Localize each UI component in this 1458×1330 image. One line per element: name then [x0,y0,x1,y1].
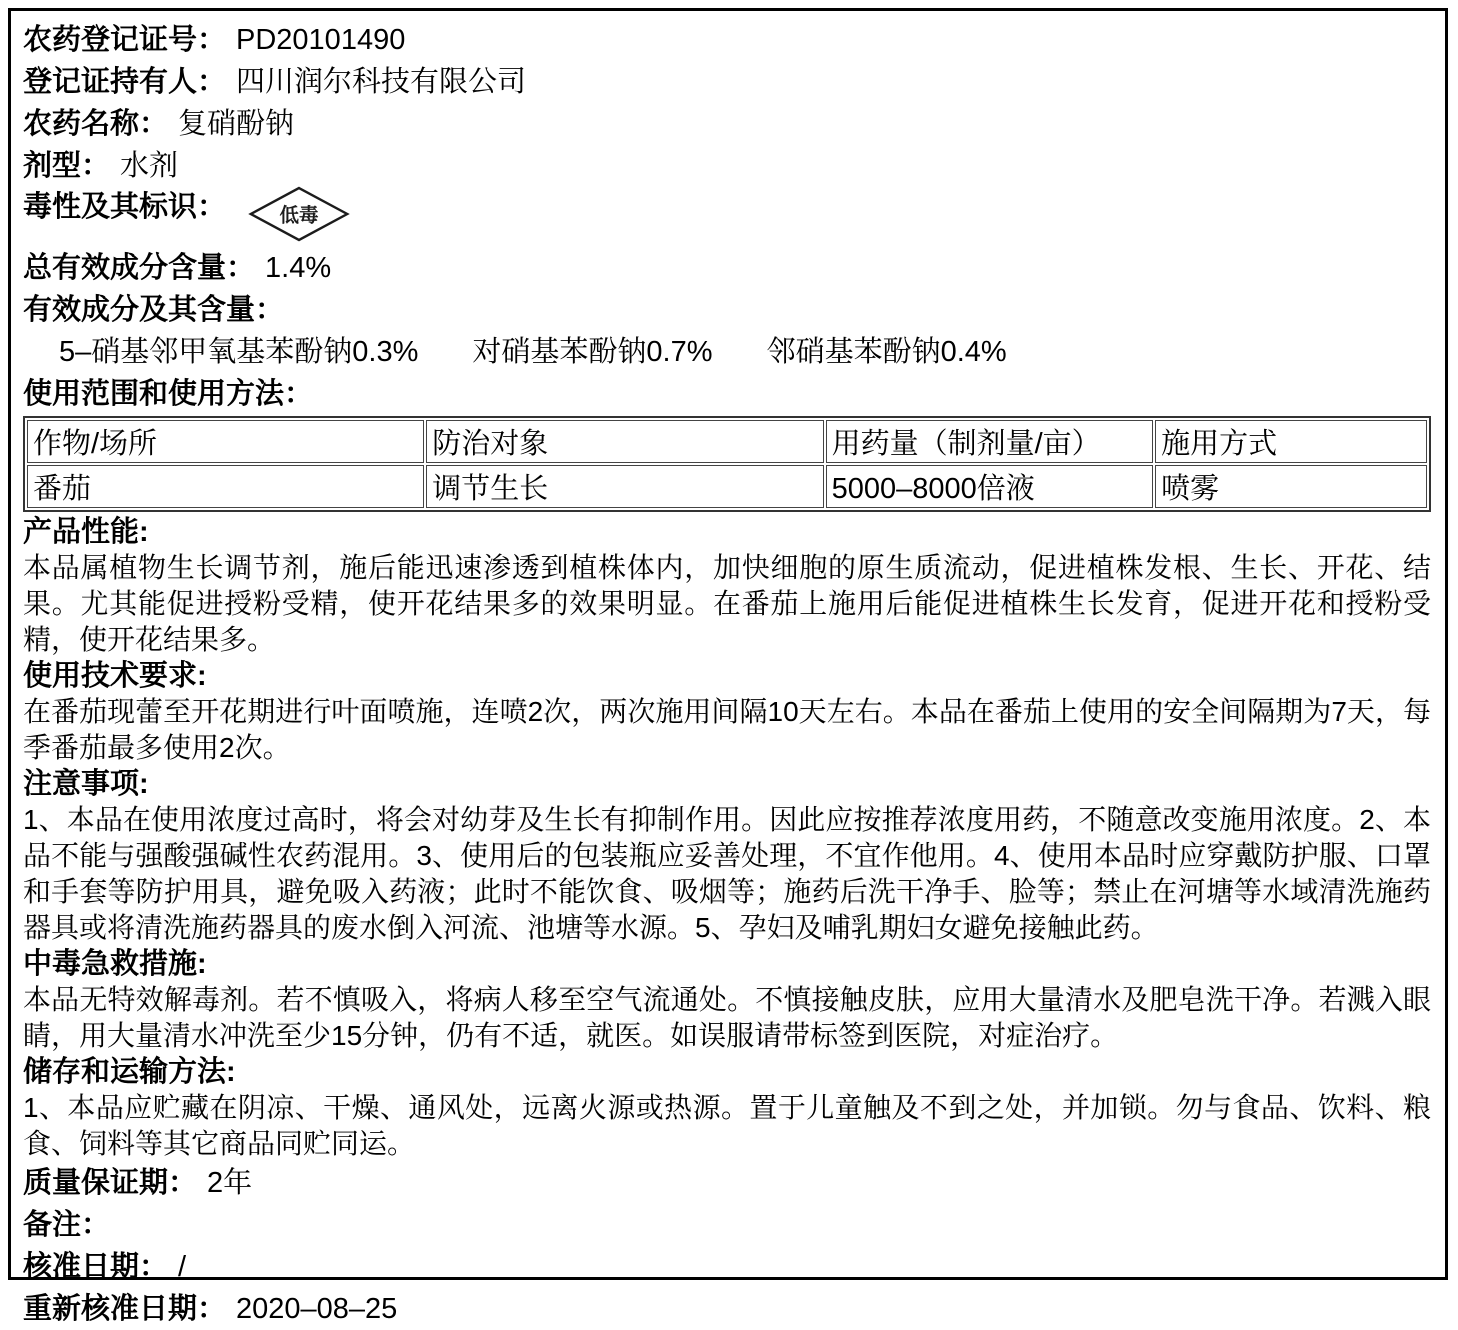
table-cell-target: 调节生长 [426,465,823,508]
field-label: 质量保证期： [23,1167,198,1199]
section-body: 1、本品应贮藏在阴凉、干燥、通风处，远离火源或热源。置于儿童触及不到之处，并加锁。勿与食品、饮料、粮食、饲料等其它商品同贮同运。 [23,1092,1431,1159]
field-value: 复硝酚钠 [178,108,295,140]
ingredient-item: 5–硝基邻甲氧基苯酚钠0.3% [59,336,419,368]
section-title: 产品性能: [23,516,149,548]
field-reapproval-date [23,1288,1431,1330]
ingredients-line [23,331,1431,373]
section-body: 本品属植物生长调节剂，施后能迅速渗透到植株体内，加快细胞的原生质流动，促进植株发根、生长、开花、结果。尤其能促进授粉受精，使开花结果多的效果明显。在番茄上施用后能促进植株生长发育，促进开花和授粉受精，使开花结果多。 [23,552,1431,655]
section-product-performance [23,514,1431,658]
field-toxicity [23,187,1431,247]
field-total-content [23,247,1431,289]
section-body: 1、本品在使用浓度过高时，将会对幼芽及生长有抑制作用。因此应按推荐浓度用药，不随意改变施用浓度。2、本品不能与强酸强碱性农药混用。3、使用后的包装瓶应妥善处理，不宜作他用。4、使用本品时应穿戴防护服、口罩和手套等防护用具，避免吸入药液；此时不能饮食、吸烟等；施药后洗干净手、脸等；禁止在河塘等水域清洗施药器具或将清洗施药器具的废水倒入河流、池塘等水源。5、孕妇及哺乳期妇女避免接触此药。 [23,804,1431,943]
low-toxicity-diamond-icon [248,185,350,243]
field-certificate-holder [23,61,1431,103]
section-storage-transport [23,1054,1431,1162]
ingredient-item: 对硝基苯酚钠0.7% [472,336,713,368]
field-approval-date [23,1246,1431,1288]
field-pesticide-name [23,103,1431,145]
table-cell-method: 喷雾 [1155,465,1427,508]
section-body: 本品无特效解毒剂。若不慎吸入，将病人移至空气流通处。不慎接触皮肤，应用大量清水及肥皂洗干净。若溅入眼睛，用大量清水冲洗至少15分钟，仍有不适，就医。如误服请带标签到医院，对症治疗。 [23,984,1431,1051]
field-value: 2年 [207,1167,253,1199]
section-title: 注意事项: [23,768,149,800]
usage-table-header-row [27,420,1427,463]
section-technical-requirements [23,658,1431,766]
field-label: 备注： [23,1209,111,1241]
field-value: 水剂 [120,150,179,182]
section-first-aid [23,946,1431,1054]
table-cell-crop: 番茄 [27,465,424,508]
field-label: 总有效成分含量： [23,252,256,284]
toxicity-badge-text: 低毒 [279,204,319,227]
section-body: 在番茄现蕾至开花期进行叶面喷施，连喷2次，两次施用间隔10天左右。本品在番茄上使用的安全间隔期为7天，每季番茄最多使用2次。 [23,696,1431,763]
table-header-cell: 施用方式 [1155,420,1427,463]
field-formulation [23,145,1431,187]
table-header-cell: 作物/场所 [27,420,424,463]
field-label: 农药登记证号： [23,24,227,56]
field-label: 登记证持有人： [23,66,227,98]
field-value: PD20101490 [236,24,406,56]
ingredients-label: 有效成分及其含量： [23,294,285,326]
field-value: 2020–08–25 [236,1293,398,1325]
field-warranty-period [23,1162,1431,1204]
field-value: 四川润尔科技有限公司 [236,66,527,98]
usage-table [23,416,1431,512]
field-label: 重新核准日期： [23,1293,227,1325]
ingredients-label-row [23,289,1431,331]
usage-title: 使用范围和使用方法： [23,378,314,410]
field-label: 核准日期： [23,1251,169,1283]
ingredient-item: 邻硝基苯酚钠0.4% [766,336,1007,368]
section-precautions [23,766,1431,946]
field-label: 农药名称： [23,108,169,140]
section-title: 使用技术要求: [23,660,207,692]
field-remarks [23,1204,1431,1246]
document-page [8,8,1448,1325]
field-value: / [178,1251,187,1283]
table-header-cell: 防治对象 [426,420,823,463]
usage-table-data-row [27,465,1427,508]
table-header-cell: 用药量（制剂量/亩） [826,420,1154,463]
field-value: 1.4% [265,252,332,284]
section-title: 中毒急救措施: [23,948,207,980]
table-cell-dosage: 5000–8000倍液 [826,465,1154,508]
section-title: 储存和运输方法: [23,1056,236,1088]
field-registration-number [23,19,1431,61]
field-label: 剂型： [23,150,111,182]
field-label: 毒性及其标识： [23,191,227,223]
